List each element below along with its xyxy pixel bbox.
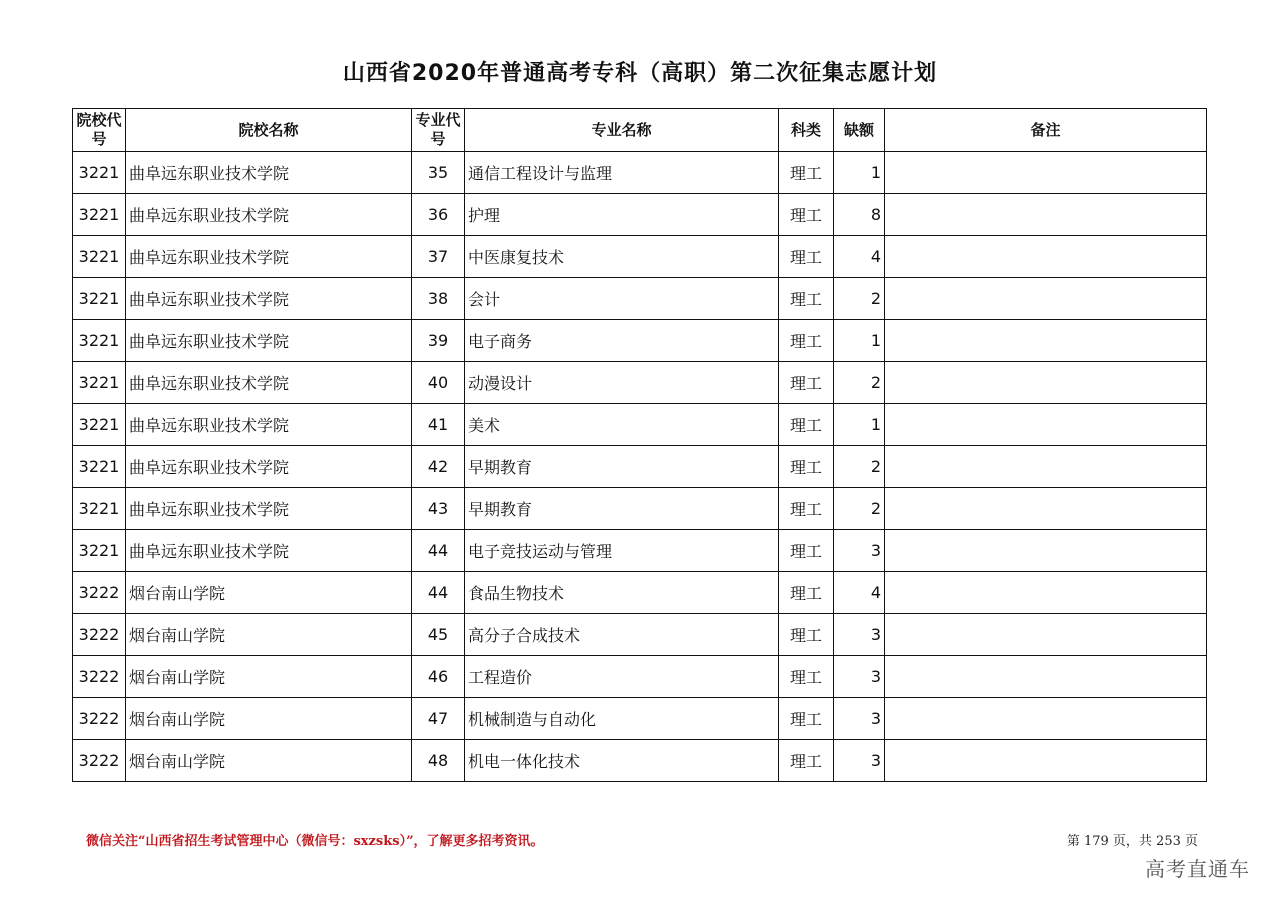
cell-school-code: 3221 xyxy=(73,404,126,446)
cell-major-name: 通信工程设计与监理 xyxy=(465,152,779,194)
cell-quota: 3 xyxy=(834,614,885,656)
cell-major-name: 机电一体化技术 xyxy=(465,740,779,782)
cell-quota: 3 xyxy=(834,656,885,698)
cell-major-code: 45 xyxy=(412,614,465,656)
cell-major-code: 44 xyxy=(412,572,465,614)
cell-note xyxy=(885,278,1207,320)
cell-major-code: 46 xyxy=(412,656,465,698)
cell-school-name: 曲阜远东职业技术学院 xyxy=(126,236,412,278)
table-row xyxy=(73,404,1207,446)
cell-school-code: 3222 xyxy=(73,698,126,740)
cell-school-name: 曲阜远东职业技术学院 xyxy=(126,404,412,446)
table-row xyxy=(73,236,1207,278)
table-row xyxy=(73,488,1207,530)
cell-quota: 2 xyxy=(834,278,885,320)
cell-major-name: 机械制造与自动化 xyxy=(465,698,779,740)
cell-major-code: 35 xyxy=(412,152,465,194)
cell-major-name: 早期教育 xyxy=(465,488,779,530)
table-row xyxy=(73,446,1207,488)
cell-major-name: 动漫设计 xyxy=(465,362,779,404)
cell-major-code: 36 xyxy=(412,194,465,236)
table-row xyxy=(73,740,1207,782)
cell-quota: 2 xyxy=(834,446,885,488)
cell-quota: 3 xyxy=(834,740,885,782)
cell-quota: 1 xyxy=(834,320,885,362)
cell-note xyxy=(885,530,1207,572)
cell-category: 理工 xyxy=(779,446,834,488)
cell-school-code: 3221 xyxy=(73,446,126,488)
table-header-row xyxy=(73,109,1207,152)
cell-category: 理工 xyxy=(779,236,834,278)
table-row xyxy=(73,320,1207,362)
cell-school-code: 3222 xyxy=(73,614,126,656)
cell-school-name: 曲阜远东职业技术学院 xyxy=(126,488,412,530)
wechat-footer-note: 微信关注“山西省招生考试管理中心（微信号：sxzsks）”，了解更多招考资讯。 xyxy=(86,834,544,849)
cell-major-code: 43 xyxy=(412,488,465,530)
cell-school-name: 烟台南山学院 xyxy=(126,740,412,782)
cell-quota: 2 xyxy=(834,488,885,530)
cell-category: 理工 xyxy=(779,404,834,446)
cell-major-code: 40 xyxy=(412,362,465,404)
cell-school-name: 曲阜远东职业技术学院 xyxy=(126,152,412,194)
table-row xyxy=(73,530,1207,572)
cell-major-name: 早期教育 xyxy=(465,446,779,488)
cell-major-name: 美术 xyxy=(465,404,779,446)
cell-note xyxy=(885,362,1207,404)
cell-school-code: 3221 xyxy=(73,320,126,362)
cell-school-name: 烟台南山学院 xyxy=(126,656,412,698)
table-row xyxy=(73,194,1207,236)
cell-school-code: 3222 xyxy=(73,656,126,698)
cell-quota: 1 xyxy=(834,404,885,446)
cell-major-name: 会计 xyxy=(465,278,779,320)
table-row xyxy=(73,362,1207,404)
cell-major-name: 电子竞技运动与管理 xyxy=(465,530,779,572)
cell-quota: 8 xyxy=(834,194,885,236)
cell-quota: 4 xyxy=(834,236,885,278)
cell-quota: 3 xyxy=(834,698,885,740)
cell-major-code: 39 xyxy=(412,320,465,362)
cell-category: 理工 xyxy=(779,698,834,740)
cell-category: 理工 xyxy=(779,530,834,572)
cell-note xyxy=(885,446,1207,488)
cell-note xyxy=(885,194,1207,236)
cell-quota: 4 xyxy=(834,572,885,614)
enrollment-plan-table xyxy=(72,108,1207,782)
cell-major-code: 47 xyxy=(412,698,465,740)
cell-note xyxy=(885,614,1207,656)
cell-category: 理工 xyxy=(779,362,834,404)
cell-major-name: 电子商务 xyxy=(465,320,779,362)
cell-school-name: 曲阜远东职业技术学院 xyxy=(126,320,412,362)
cell-note xyxy=(885,740,1207,782)
cell-school-name: 烟台南山学院 xyxy=(126,614,412,656)
cell-school-name: 烟台南山学院 xyxy=(126,698,412,740)
cell-note xyxy=(885,656,1207,698)
cell-school-code: 3222 xyxy=(73,572,126,614)
cell-school-code: 3221 xyxy=(73,362,126,404)
cell-category: 理工 xyxy=(779,152,834,194)
cell-school-code: 3221 xyxy=(73,278,126,320)
cell-school-name: 曲阜远东职业技术学院 xyxy=(126,194,412,236)
header-quota: 缺额 xyxy=(834,109,885,152)
cell-school-name: 曲阜远东职业技术学院 xyxy=(126,362,412,404)
table-row xyxy=(73,278,1207,320)
header-school-name: 院校名称 xyxy=(126,109,412,152)
cell-note xyxy=(885,572,1207,614)
cell-school-code: 3221 xyxy=(73,194,126,236)
table-row xyxy=(73,656,1207,698)
cell-note xyxy=(885,320,1207,362)
cell-category: 理工 xyxy=(779,488,834,530)
cell-major-name: 护理 xyxy=(465,194,779,236)
cell-note xyxy=(885,404,1207,446)
table-row xyxy=(73,698,1207,740)
cell-category: 理工 xyxy=(779,320,834,362)
cell-major-code: 41 xyxy=(412,404,465,446)
cell-major-code: 37 xyxy=(412,236,465,278)
cell-note xyxy=(885,488,1207,530)
cell-school-code: 3221 xyxy=(73,530,126,572)
table-row xyxy=(73,572,1207,614)
cell-major-name: 工程造价 xyxy=(465,656,779,698)
cell-school-code: 3221 xyxy=(73,236,126,278)
table-row xyxy=(73,614,1207,656)
cell-category: 理工 xyxy=(779,656,834,698)
cell-note xyxy=(885,236,1207,278)
cell-quota: 2 xyxy=(834,362,885,404)
cell-school-name: 烟台南山学院 xyxy=(126,572,412,614)
header-note: 备注 xyxy=(885,109,1207,152)
cell-major-name: 高分子合成技术 xyxy=(465,614,779,656)
table-body xyxy=(73,152,1207,782)
cell-major-name: 中医康复技术 xyxy=(465,236,779,278)
cell-category: 理工 xyxy=(779,614,834,656)
cell-note xyxy=(885,698,1207,740)
cell-category: 理工 xyxy=(779,278,834,320)
cell-quota: 1 xyxy=(834,152,885,194)
cell-major-name: 食品生物技术 xyxy=(465,572,779,614)
cell-school-name: 曲阜远东职业技术学院 xyxy=(126,530,412,572)
cell-major-code: 42 xyxy=(412,446,465,488)
table-row xyxy=(73,152,1207,194)
cell-category: 理工 xyxy=(779,740,834,782)
header-major-code: 专业代号 xyxy=(412,109,465,152)
cell-major-code: 44 xyxy=(412,530,465,572)
cell-school-code: 3222 xyxy=(73,740,126,782)
header-major-name: 专业名称 xyxy=(465,109,779,152)
cell-note xyxy=(885,152,1207,194)
cell-major-code: 38 xyxy=(412,278,465,320)
page-title: 山西省2020年普通高考专科（高职）第二次征集志愿计划 xyxy=(342,61,938,86)
cell-category: 理工 xyxy=(779,194,834,236)
cell-major-code: 48 xyxy=(412,740,465,782)
cell-school-name: 曲阜远东职业技术学院 xyxy=(126,446,412,488)
header-category: 科类 xyxy=(779,109,834,152)
cell-school-name: 曲阜远东职业技术学院 xyxy=(126,278,412,320)
cell-category: 理工 xyxy=(779,572,834,614)
cell-school-code: 3221 xyxy=(73,488,126,530)
watermark-text: 高考直通车 xyxy=(1145,857,1250,881)
cell-school-code: 3221 xyxy=(73,152,126,194)
header-school-code: 院校代号 xyxy=(73,109,126,152)
cell-quota: 3 xyxy=(834,530,885,572)
page-number: 第 179 页，共 253 页 xyxy=(1066,834,1198,849)
